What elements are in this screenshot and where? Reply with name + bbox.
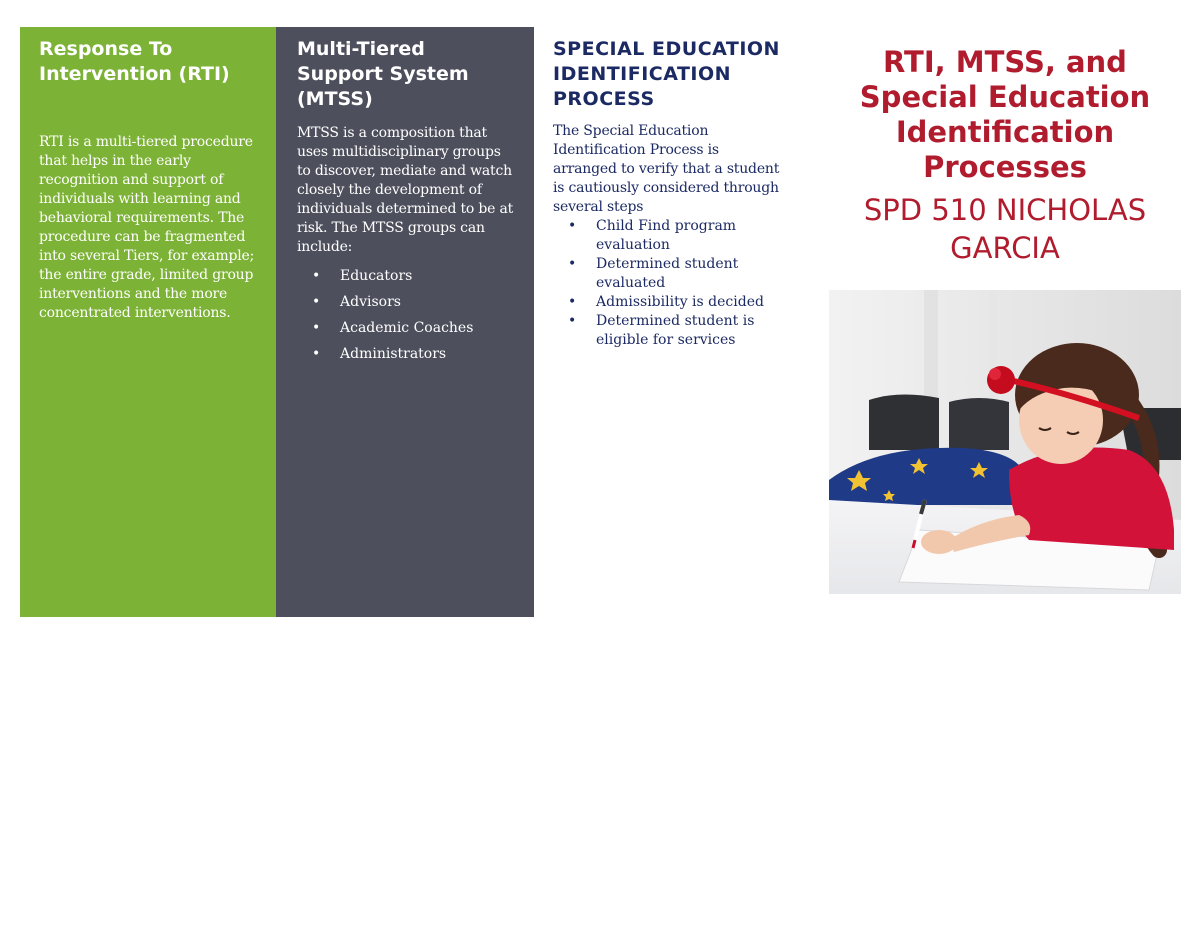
rti-panel	[20, 27, 276, 617]
list-item: • Child Find program evaluation	[553, 217, 783, 255]
sped-panel	[553, 37, 783, 350]
list-item: • Admissibility is decided	[553, 293, 783, 312]
mtss-panel	[276, 27, 534, 617]
list-item: • Determined student evaluated	[553, 255, 783, 293]
cover-title: RTI, MTSS, and Special Education Identification Processes	[859, 45, 1151, 184]
cover-panel	[829, 45, 1181, 267]
rti-body: RTI is a multi-tiered procedure that helps in the early recognition and support of individuals with learning and behavioral requirements. The procedure can be fragmented into several Tiers, for example; the entire grade, limited group interventions and the more concentrated interventions.	[39, 134, 255, 321]
mtss-body: MTSS is a composition that uses multidisciplinary groups to discover, mediate and watch closely the development of individuals determined to be at risk. The MTSS groups can include:	[297, 125, 514, 255]
list-item: • Educators	[297, 263, 516, 289]
rti-heading: Response To Intervention (RTI)	[39, 38, 230, 85]
sped-body: The Special Education Identification Process is arranged to verify that a student is cautiously considered through several steps	[553, 123, 780, 215]
list-item: • Academic Coaches	[297, 315, 516, 341]
list-item: • Administrators	[297, 341, 516, 367]
mtss-groups-list	[297, 263, 516, 367]
list-item: • Determined student is eligible for services	[553, 312, 783, 350]
girl-writing-photo	[829, 290, 1181, 594]
mtss-heading: Multi-Tiered Support System (MTSS)	[297, 38, 469, 110]
sped-steps-list	[553, 217, 783, 350]
photo-illustration	[829, 290, 1181, 594]
sped-heading: SPECIAL EDUCATION IDENTIFICATION PROCESS	[553, 38, 780, 110]
list-item: • Advisors	[297, 289, 516, 315]
cover-author: SPD 510 NICHOLAS GARCIA	[863, 193, 1147, 265]
